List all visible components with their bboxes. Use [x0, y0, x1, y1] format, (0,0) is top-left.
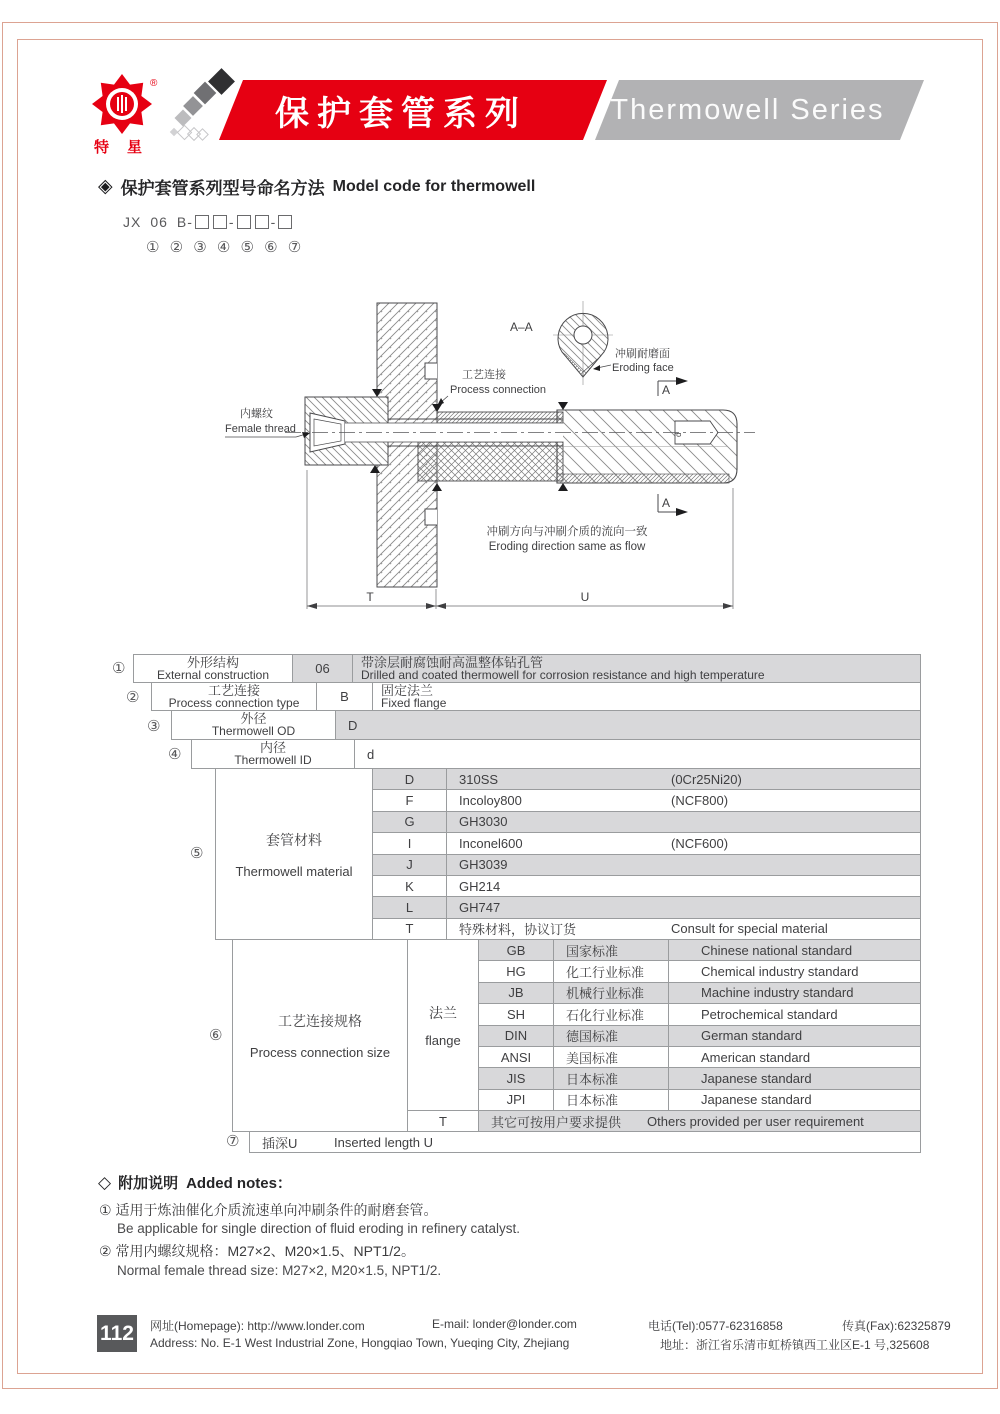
row1-desc: 带涂层耐腐蚀耐高温整体钻孔管 Drilled and coated thermowell for corrosion resistance and high temperature	[353, 655, 920, 682]
material-row: D 310SS (0Cr25Ni20)	[373, 769, 920, 789]
notes-diamond-icon: ◇	[98, 1172, 112, 1192]
note-1-en: Be applicable for single direction of fluid eroding in refinery catalyst.	[117, 1221, 520, 1236]
flow-note-cn: 冲刷方向与冲刷介质的流向一致	[486, 526, 648, 538]
row3-label: 外径 Thermowell OD	[172, 711, 336, 739]
standard-row: ANSI 美国标准 American standard	[479, 1046, 920, 1067]
note-1-cn: ① 适用于炼油催化介质流速单向冲刷条件的耐磨套管。	[99, 1202, 438, 1218]
brand-name: 特星	[94, 139, 161, 156]
row2-number: ②	[126, 689, 140, 706]
footer-address-en: Address: No. E-1 West Industrial Zone, Hongqiao Town, Yueqing City, Zhejiang	[150, 1336, 570, 1350]
code-box-5	[278, 215, 292, 229]
material-row: L GH747	[373, 896, 920, 917]
model-code-num: 06	[150, 214, 168, 230]
section-marker-a-bottom: A	[662, 496, 671, 510]
thermowell-drawing	[210, 293, 765, 618]
note-2-cn: ② 常用内螺纹规格：M27×2、M20×1.5、NPT1/2。	[99, 1243, 415, 1259]
female-thread-en: Female thread	[225, 423, 296, 435]
diamond-bullet-icon: ◈	[98, 176, 113, 197]
model-code	[123, 214, 294, 230]
footer-email: E-mail: londer@londer.com	[432, 1317, 577, 1331]
model-code-positions: ① ② ③ ④ ⑤ ⑥ ⑦	[146, 239, 305, 256]
standard-row: JB 机械行业标准 Machine industry standard	[479, 982, 920, 1003]
footer-tel: 电话(Tel):0577-62316858	[648, 1319, 783, 1333]
row2-code: B	[317, 683, 373, 710]
flange-cell: 法兰 flange	[407, 939, 479, 1111]
row4-label: 内径 Thermowell ID	[192, 740, 355, 768]
tip-label: d	[674, 432, 683, 437]
section-title	[98, 174, 535, 199]
row6-number: ⑥	[209, 1027, 223, 1044]
row1-code: 06	[293, 655, 353, 682]
section-marker-a-top: A	[662, 383, 671, 397]
material-row: I Inconel600 (NCF600)	[373, 832, 920, 853]
standard-row: GB 国家标准 Chinese national standard	[479, 940, 920, 960]
row7-number: ⑦	[226, 1133, 240, 1150]
table-row-inserted-length: 插深U Inserted length U	[249, 1131, 921, 1153]
code-box-1	[195, 215, 209, 229]
standard-row: JIS 日本标准 Japanese standard	[479, 1067, 920, 1088]
footer-address-cn: 地址：浙江省乐清市虹桥镇西工业区E-1 号,325608	[660, 1338, 930, 1352]
note-2-en: Normal female thread size: M27×2, M20×1.5, NPT1/2.	[117, 1263, 442, 1278]
model-code-dash1: -	[228, 214, 235, 230]
process-connection-en: Process connection	[450, 384, 546, 396]
row3-value: D	[336, 711, 920, 739]
eroding-face-cn: 冲刷耐磨面	[615, 348, 670, 360]
page-number: 112	[97, 1315, 137, 1352]
banner-chinese-text: 保护套管系列	[275, 94, 527, 133]
table-row-external-construction	[133, 654, 921, 683]
row5-number: ⑤	[190, 845, 204, 862]
standard-row: SH 石化行业标准 Petrochemical standard	[479, 1003, 920, 1024]
row1-label: 外形结构 External construction	[134, 655, 293, 682]
table-row-thermowell-od	[171, 710, 921, 740]
row3-number: ③	[147, 718, 161, 735]
row2-desc: 固定法兰 Fixed flange	[381, 682, 447, 710]
material-row: T 特殊材料，协议订货 Consult for special material	[373, 918, 920, 939]
process-connection-cn: 工艺连接	[462, 369, 506, 381]
banner-chinese	[219, 80, 607, 140]
material-row: K GH214	[373, 875, 920, 896]
material-row: G GH3030	[373, 811, 920, 832]
row6-label: 工艺连接规格 Process connection size	[232, 939, 408, 1132]
aa-label: A–A	[510, 320, 533, 334]
row2-label: 工艺连接 Process connection type	[152, 683, 317, 710]
row1-number: ①	[112, 660, 126, 677]
row4-number: ④	[168, 746, 182, 763]
material-row: J GH3039	[373, 854, 920, 875]
footer-fax: 传真(Fax):62325879	[842, 1319, 951, 1333]
row4-value: d	[367, 746, 375, 762]
registered-mark: ®	[150, 78, 158, 89]
model-code-b: B-	[176, 214, 193, 230]
flange-notch-top	[425, 363, 437, 379]
banner-english	[595, 80, 924, 140]
dim-u-label: U	[580, 590, 590, 604]
model-code-prefix: JX	[123, 214, 142, 230]
banner-english-text: Thermowell Series	[610, 93, 885, 126]
standard-row: HG 化工行业标准 Chemical industry standard	[479, 960, 920, 981]
table-row-process-connection-type	[151, 682, 921, 711]
materials-table	[372, 768, 921, 940]
eroding-band	[557, 474, 729, 483]
standard-row: JPI 日本标准 Japanese standard	[479, 1089, 920, 1110]
flange-notch-bottom	[425, 509, 437, 525]
other-row-code: T	[407, 1110, 479, 1132]
standard-row: DIN 德国标准 German standard	[479, 1025, 920, 1046]
notes-title: ◇ 附加说明 Added notes：	[98, 1172, 292, 1192]
coating-block	[418, 442, 563, 481]
code-box-2	[213, 215, 227, 229]
eroding-face-en: Eroding face	[612, 362, 674, 374]
other-row-text: 其它可按用户要求提供 Others provided per user requirement	[478, 1110, 921, 1132]
footer-homepage: 网址(Homepage): http://www.londer.com	[150, 1319, 365, 1333]
section-title-cn: 保护套管系列型号命名方法	[120, 179, 325, 198]
flow-note-en: Eroding direction same as flow	[488, 541, 646, 553]
aa-hole	[574, 326, 592, 344]
female-thread-cn: 内螺纹	[240, 408, 273, 420]
model-code-dash2: -	[270, 214, 277, 230]
dim-t-label: T	[366, 590, 374, 604]
row5-label: 套管材料 Thermowell material	[215, 768, 373, 940]
code-box-3	[237, 215, 251, 229]
standards-table	[478, 939, 921, 1111]
material-row: F Incoloy800 (NCF800)	[373, 789, 920, 810]
table-row-thermowell-id	[191, 739, 921, 769]
code-box-4	[255, 215, 269, 229]
section-title-en: Model code for thermowell	[332, 177, 536, 195]
coating-strip	[437, 412, 563, 423]
brand-logo	[90, 74, 162, 138]
